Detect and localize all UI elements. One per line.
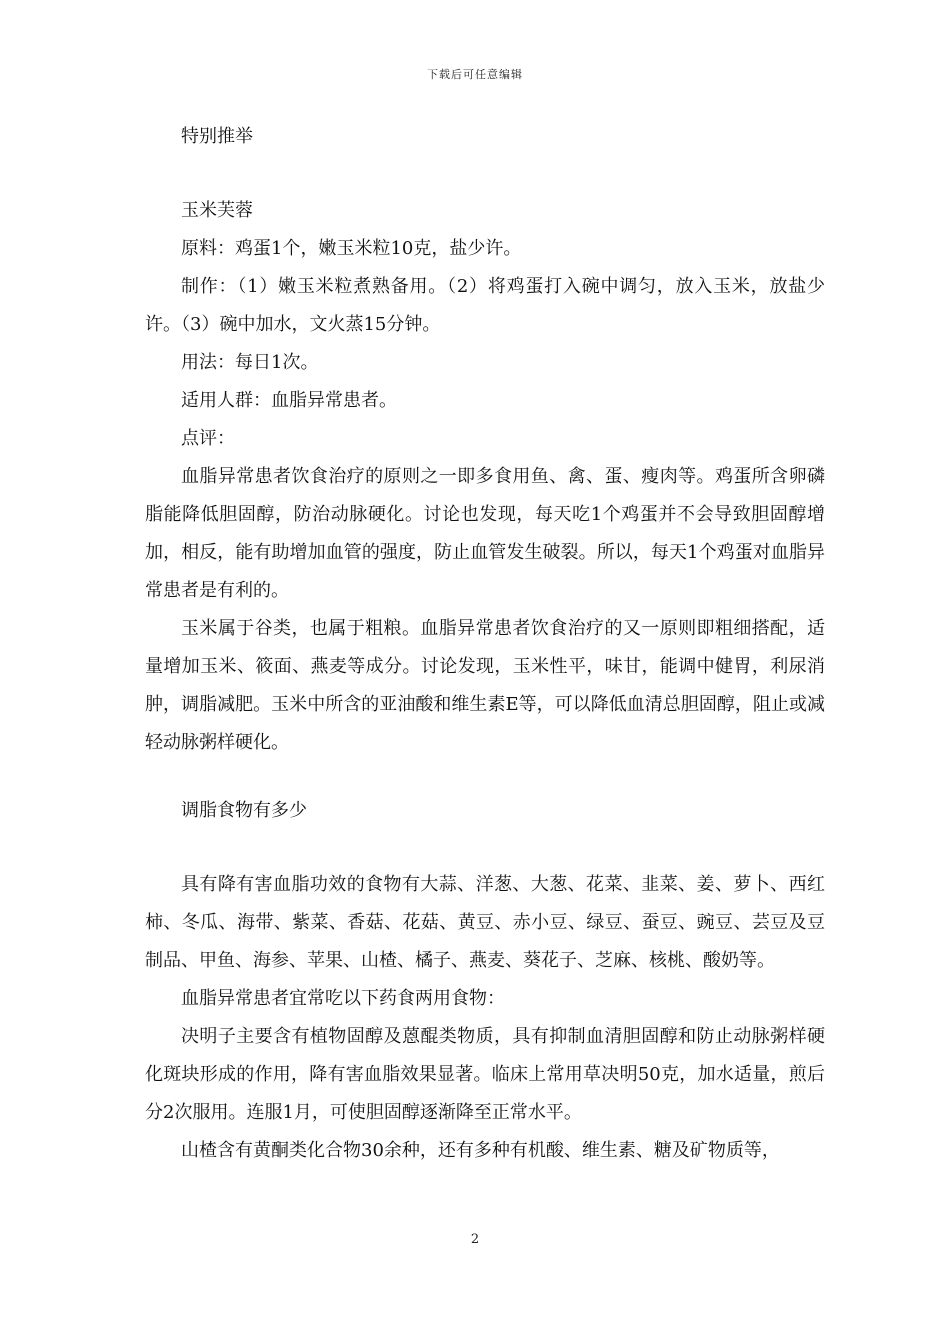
document-body (145, 118, 825, 1170)
page-number: 2 (470, 1232, 480, 1247)
comment-paragraph-1: 血脂异常患者饮食治疗的原则之一即多食用鱼、禽、蛋、瘦肉等。鸡蛋所含卵磷脂能降低胆固醇，防治动脉硬化。讨论也发现，每天吃1个鸡蛋并不会导致胆固醇增加，相反，能有助增加血管的强度，防止血管发生破裂。所以，每天1个鸡蛋对血脂异常患者是有利的。 (145, 466, 825, 601)
method-paragraph: 制作：（1）嫩玉米粒煮熟备用。（2）将鸡蛋打入碗中调匀，放入玉米，放盐少许。（3）碗中加水，文火蒸15分钟。 (145, 276, 825, 335)
lipid-paragraph-3: 决明子主要含有植物固醇及蒽醌类物质，具有抑制血清胆固醇和防止动脉粥样硬化斑块形成的作用，降有害血脂效果显著。临床上常用草决明50克，加水适量，煎后分2次服用。连服1月，可使胆固醇逐渐降至正常水平。 (145, 1026, 825, 1123)
ingredients-paragraph: 原料：鸡蛋1个，嫩玉米粒10克，盐少许。 (181, 238, 522, 259)
usage-paragraph: 用法：每日1次。 (181, 352, 319, 373)
comment-label: 点评： (181, 428, 235, 449)
comment-paragraph-2: 玉米属于谷类，也属于粗粮。血脂异常患者饮食治疗的又一原则即粗细搭配，适量增加玉米、筱面、燕麦等成分。讨论发现，玉米性平，味甘，能调中健胃，利尿消肿，调脂减肥。玉米中所含的亚油酸和维生素E等，可以降低血清总胆固醇，阻止或减轻动脉粥样硬化。 (145, 618, 825, 753)
page-header: 下载后可任意编辑 (427, 68, 523, 81)
lipid-paragraph-4: 山楂含有黄酮类化合物30余种，还有多种有机酸、维生素、糖及矿物质等， (181, 1140, 780, 1161)
lipid-paragraph-1: 具有降有害血脂功效的食物有大蒜、洋葱、大葱、花菜、韭菜、姜、萝卜、西红柿、冬瓜、海带、紫菜、香菇、花菇、黄豆、赤小豆、绿豆、蚕豆、豌豆、芸豆及豆制品、甲鱼、海参、苹果、山楂、橘子、燕麦、葵花子、芝麻、核桃、酸奶等。 (145, 874, 825, 971)
target-paragraph: 适用人群：血脂异常患者。 (181, 390, 397, 411)
spacer (145, 762, 825, 792)
section-title-lipid: 调脂食物有多少 (181, 800, 307, 821)
spacer (145, 830, 825, 866)
dish-title: 玉米芙蓉 (181, 200, 253, 221)
spacer (145, 156, 825, 192)
lipid-paragraph-2: 血脂异常患者宜常吃以下药食两用食物： (181, 988, 505, 1009)
section-title-special: 特别推举 (181, 126, 253, 147)
